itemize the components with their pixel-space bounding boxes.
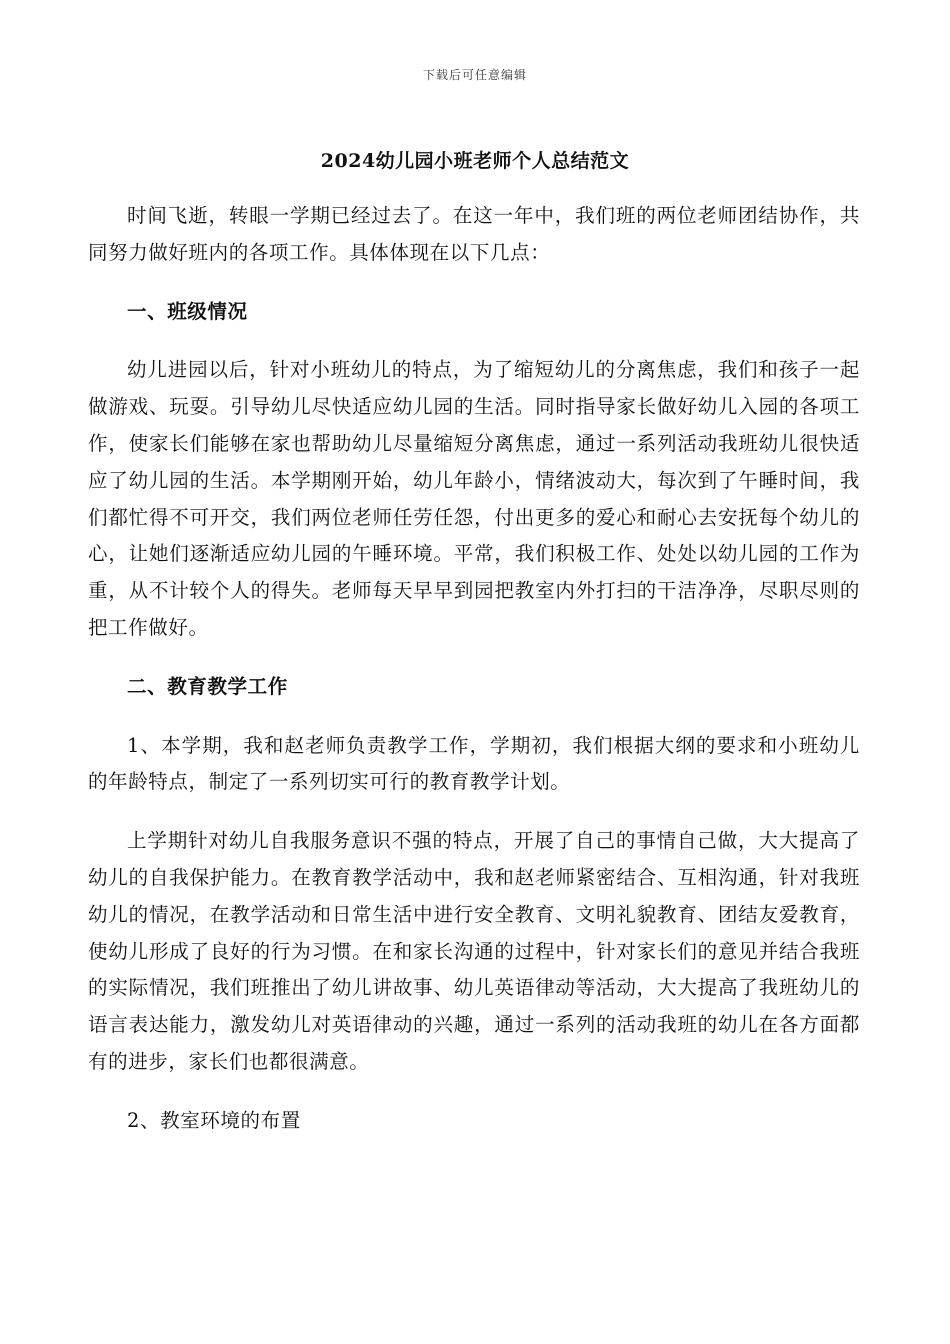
header-note: 下载后可任意编辑 — [422, 68, 527, 82]
document-body — [88, 198, 860, 1140]
section-2-item-1: 1、本学期，我和赵老师负责教学工作，学期初，我们根据大纲的要求和小班幼儿的年龄特点，制定了一系列切实可行的教育教学计划。 — [88, 733, 860, 794]
section-1-paragraph: 幼儿进园以后，针对小班幼儿的特点，为了缩短幼儿的分离焦虑，我们和孩子一起做游戏、玩耍。引导幼儿尽快适应幼儿园的生活。同时指导家长做好幼儿入园的各项工作，使家长们能够在家也帮助幼儿尽量缩短分离焦虑，通过一系列活动我班幼儿很快适应了幼儿园的生活。本学期刚开始，幼儿年龄小，情绪波动大，每次到了午睡时间，我们都忙得不可开交，我们两位老师任劳任怨，付出更多的爱心和耐心去安抚每个幼儿的心，让她们逐渐适应幼儿园的午睡环境。平常，我们积极工作、处处以幼儿园的工作为重，从不计较个人的得失。老师每天早早到园把教室内外打扫的干洁净净，尽职尽则的把工作做好。 — [88, 358, 860, 639]
document-title: 2024幼儿园小班老师个人总结范文 — [320, 150, 630, 172]
intro-paragraph: 时间飞逝，转眼一学期已经过去了。在这一年中，我们班的两位老师团结协作，共同努力做好班内的各项工作。具体体现在以下几点： — [88, 204, 860, 264]
section-1-heading: 一、班级情况 — [127, 299, 248, 323]
section-2-heading: 二、教育教学工作 — [127, 674, 288, 698]
section-2-paragraph: 上学期针对幼儿自我服务意识不强的特点，开展了自己的事情自己做，大大提高了幼儿的自我保护能力。在教育教学活动中，我和赵老师紧密结合、互相沟通，针对我班幼儿的情况，在教学活动和日常生活中进行安全教育、文明礼貌教育、团结友爱教育，使幼儿形成了良好的行为习惯。在和家长沟通的过程中，针对家长们的意见并结合我班的实际情况，我们班推出了幼儿讲故事、幼儿英语律动等活动，大大提高了我班幼儿的语言表达能力，激发幼儿对英语律动的兴趣，通过一系列的活动我班的幼儿在各方面都有的进步，家长们也都很满意。 — [88, 829, 860, 1073]
section-2-item-2: 2、教室环境的布置 — [127, 1108, 301, 1132]
